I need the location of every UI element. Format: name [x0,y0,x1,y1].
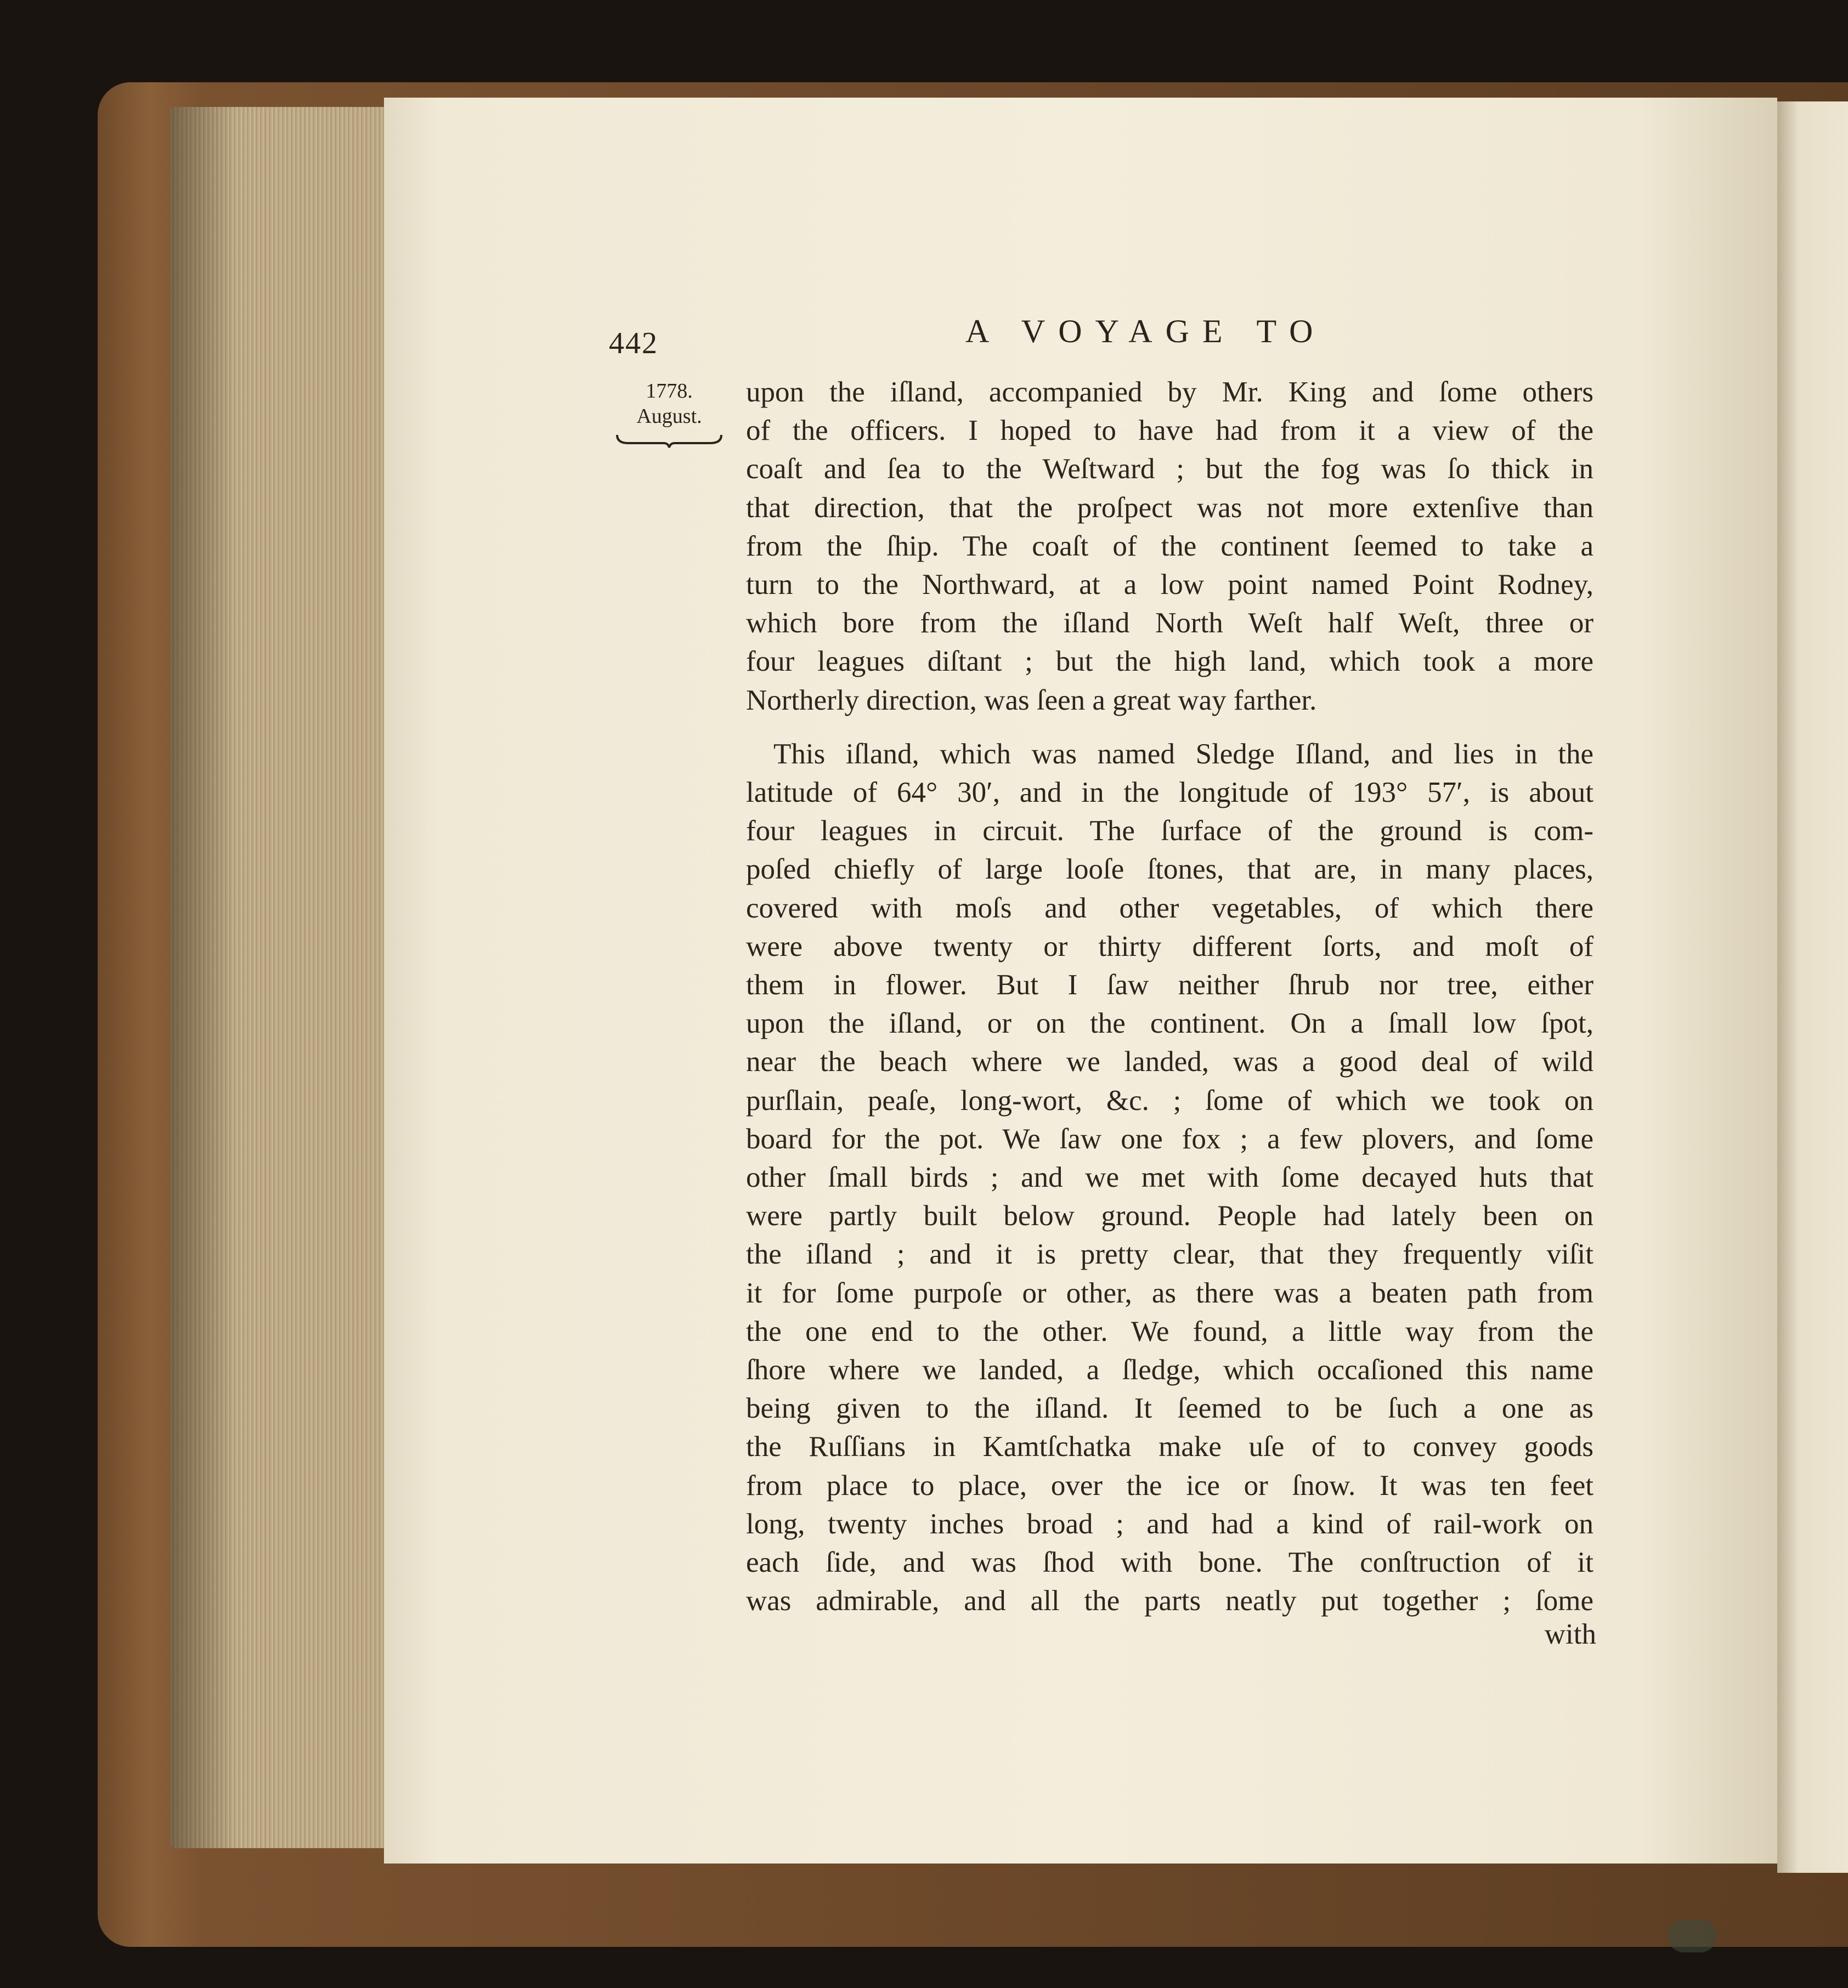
text-line: the iſland ; and it is pretty clear, that they frequently viſit [746,1238,1593,1271]
page-edges-shadow [170,107,236,1848]
margin-note [612,378,727,455]
text-line: latitude of 64° 30′, and in the longitude of 193° 57′, is about [746,777,1593,809]
text-line: of the officers. I hoped to have had from it a view of the [746,415,1593,447]
text-line: upon the iſland, or on the continent. On a ſmall low ſpot, [746,1007,1593,1040]
paragraph-1 [746,373,1593,720]
facing-page-edge [1777,101,1848,1873]
text-line: covered with moſs and other vegetables, of which there [746,892,1593,924]
text-line: from the ſhip. The coaſt of the continent ſeemed to take a [746,530,1593,562]
text-line: each ſide, and was ſhod with bone. The conſtruction of it [746,1547,1593,1579]
text-line: that direction, that the proſpect was not more extenſive than [746,491,1593,524]
text-line: coaſt and ſea to the Weſtward ; but the fog was ſo thick in [746,453,1593,485]
text-line: were above twenty or thirty different ſorts, and moſt of [746,930,1593,962]
running-head: A VOYAGE TO [965,313,1326,349]
text-line: four leagues diſtant ; but the high land, which took a more [746,645,1593,678]
paragraph-2 [746,735,1593,1621]
text-line: purſlain, peaſe, long-wort, &c. ; ſome of which we took on [746,1084,1593,1117]
text-line: being given to the iſland. It ſeemed to be ſuch a one as [746,1392,1593,1425]
margin-note-month: August. [636,405,702,428]
margin-note-year: 1778. [646,380,693,403]
text-line: near the beach where we landed, was a good deal of wild [746,1046,1593,1078]
text-line: poſed chiefly of large looſe ſtones, that are, in many places, [746,853,1593,886]
text-line: which bore from the iſland North Weſt half Weſt, three or [746,607,1593,639]
text-line: from place to place, over the ice or ſnow. It was ten feet [746,1469,1593,1502]
text-line: This iſland, which was named Sledge Iſland, and lies in the [773,738,1593,770]
body-text [746,373,1593,1621]
text-line: long, twenty inches broad ; and had a kind of rail-work on [746,1508,1593,1540]
text-line: other ſmall birds ; and we met with ſome decayed huts that [746,1162,1593,1194]
text-line: the one end to the other. We found, a little way from the [746,1315,1593,1347]
text-line: Northerly direction, was ſeen a great way farther. [746,684,1317,716]
brace-icon [614,432,724,449]
text-line: were partly built below ground. People had lately been on [746,1200,1593,1232]
text-line: upon the iſland, accompanied by Mr. King and ſome others [746,376,1593,408]
catchword: with [1544,1618,1596,1650]
text-line: ſhore where we landed, a ſledge, which occaſioned this name [746,1354,1593,1386]
text-line: turn to the Northward, at a low point named Point Rodney, [746,569,1593,601]
bookmark-ribbon [1668,1919,1717,1952]
text-line: them in flower. But I ſaw neither ſhrub nor tree, either [746,969,1593,1001]
text-line: it for ſome purpoſe or other, as there was a beaten path from [746,1277,1593,1309]
text-line: board for the pot. We ſaw one fox ; a few plovers, and ſome [746,1123,1593,1155]
page-number: 442 [609,326,658,360]
text-line: was admirable, and all the parts neatly put together ; ſome [746,1585,1593,1617]
text-line: the Ruſſians in Kamtſchatka make uſe of to convey goods [746,1431,1593,1463]
text-line: four leagues in circuit. The ſurface of the ground is com- [746,815,1593,847]
